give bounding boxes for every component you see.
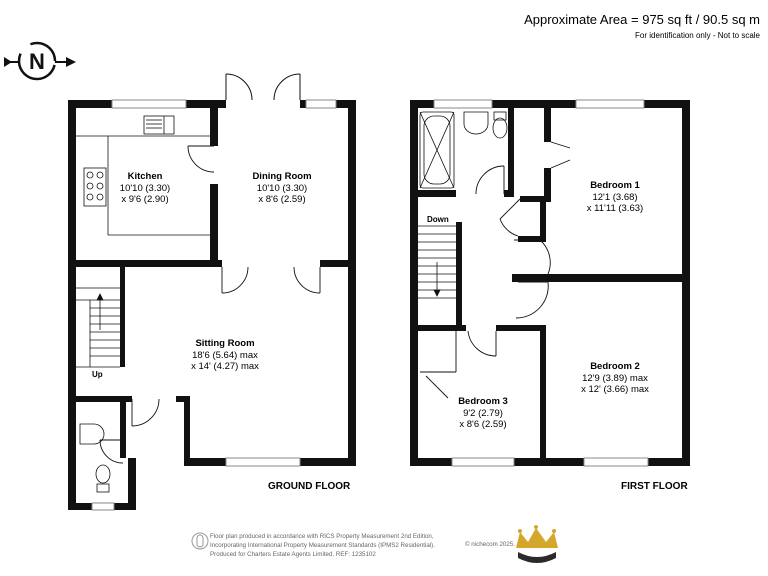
north-compass-icon: [4, 43, 76, 79]
window: [434, 100, 492, 108]
room-sitting-room: [180, 338, 270, 372]
room-bedroom-2: [572, 361, 658, 395]
room-dimension: 10'10 (3.30): [119, 183, 171, 194]
room-dimension: 12'1 (3.68): [592, 192, 638, 203]
room-dimension: x 9'6 (2.90): [121, 194, 169, 205]
ground-floor-label: GROUND FLOOR: [268, 481, 351, 492]
room-kitchen: [112, 171, 178, 205]
basin-icon: [464, 112, 488, 134]
room-dimension: x 12' (3.66) max: [581, 384, 649, 395]
footer-brand: © nichecom 2025.: [465, 541, 515, 548]
footer-line: Floor plan produced in accordance with RICS Property Measurement 2nd Edition,: [210, 533, 434, 540]
room-dimension: x 14' (4.27) max: [191, 361, 259, 372]
stair-up-arrow-icon: [97, 294, 103, 300]
window: [112, 100, 186, 108]
window: [576, 100, 644, 108]
room-name: Bedroom 3: [458, 396, 508, 407]
footer-line: Incorporating International Property Measurement Standards (IPMS2 Residential).: [210, 542, 435, 549]
room-name: Bedroom 2: [590, 361, 640, 372]
bathroom-fittings: [420, 112, 507, 188]
ground-floor-walls: [68, 100, 356, 510]
room-name: Kitchen: [127, 171, 163, 182]
stair-down-arrow-icon: [434, 290, 440, 296]
scale-disclaimer: For identification only - Not to scale: [635, 31, 760, 40]
toilet-icon: [493, 118, 507, 138]
first-floor-staircase: [418, 226, 456, 298]
crown-logo-icon: [516, 525, 558, 563]
toilet-icon: [96, 465, 110, 483]
footer-line: Produced for Charters Estate Agents Limited. REF: 1235102: [210, 551, 376, 558]
room-name: Bedroom 1: [590, 180, 640, 191]
stairs-up-label: Up: [92, 370, 103, 379]
room-dimension: 18'6 (5.64) max: [192, 350, 258, 361]
stairs-down-label: Down: [427, 215, 449, 224]
first-floor-label: FIRST FLOOR: [621, 481, 688, 492]
room-name: Dining Room: [252, 171, 312, 182]
window: [452, 458, 514, 466]
ipms-badge-icon: [192, 533, 208, 549]
room-dimension: 9'2 (2.79): [463, 408, 503, 419]
ground-floor-staircase: [76, 288, 120, 367]
room-bedroom-1: [576, 180, 654, 214]
ground-floor-windows: [92, 100, 336, 510]
room-dimension: x 11'11 (3.63): [586, 203, 644, 214]
room-dimension: x 8'6 (2.59): [459, 419, 507, 430]
garden-french-doors: [226, 74, 300, 100]
window: [92, 503, 114, 510]
window: [306, 100, 336, 108]
window: [226, 458, 300, 466]
cloakroom-fittings: [80, 424, 110, 492]
footer-disclaimer: [210, 532, 435, 559]
room-dining-room: [244, 171, 320, 205]
room-bedroom-3: [448, 396, 518, 430]
room-name: Sitting Room: [195, 338, 255, 349]
window: [584, 458, 648, 466]
sink-icon: [144, 116, 174, 134]
approximate-area-text: Approximate Area = 975 sq ft / 90.5 sq m: [524, 12, 760, 27]
room-dimension: x 8'6 (2.59): [258, 194, 306, 205]
compass-letter: N: [29, 49, 45, 74]
room-dimension: 10'10 (3.30): [256, 183, 308, 194]
room-dimension: 12'9 (3.89) max: [582, 373, 648, 384]
